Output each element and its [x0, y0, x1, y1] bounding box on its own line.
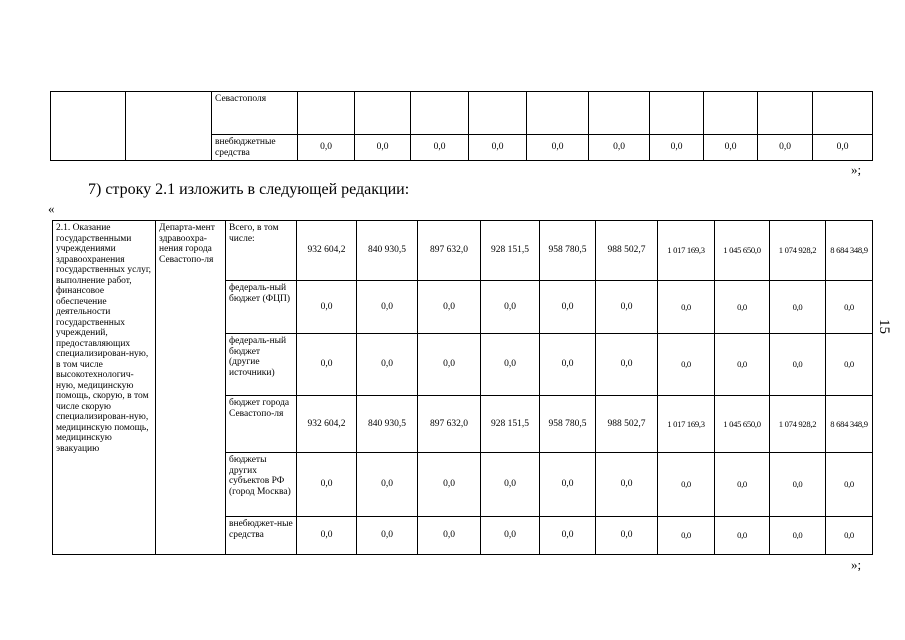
value-cell: 0,0: [481, 334, 540, 396]
value-cell: 0,0: [418, 334, 481, 396]
value-cell: 840 930,5: [357, 221, 418, 281]
value-cell: 0,0: [469, 135, 527, 161]
funding-source-label: бюджеты других субъектов РФ (город Москва): [226, 453, 297, 517]
item-description: 2.1. Оказание государственными учреждениями здравоохранения государственных услуг, выполнение работ, финансовое обеспечение деятельности государственных учреждений, предоставляющих специализирован-ную, в том числе высокотехнологич-ную, медицинскую помощь, скорую, в том числе скорую специализирован-ную, медицинскую помощь, медицинскую эвакуацию: [53, 221, 156, 555]
program-table: [52, 220, 873, 555]
funding-source-label: Всего, в том числе:: [226, 221, 297, 281]
empty-cell: [355, 92, 411, 135]
value-cell: 0,0: [357, 517, 418, 555]
value-cell: 0,0: [704, 135, 758, 161]
value-cell: 0,0: [357, 281, 418, 334]
value-cell: 932 604,2: [297, 221, 357, 281]
value-cell: 932 604,2: [297, 396, 357, 453]
value-cell: 1 074 928,2: [770, 221, 826, 281]
value-cell: 0,0: [770, 281, 826, 334]
value-cell: 0,0: [481, 281, 540, 334]
value-cell: 988 502,7: [596, 221, 658, 281]
value-cell: 0,0: [715, 453, 770, 517]
executor-cell: Департа-мент здравоохра-нения города Севастопо-ля: [156, 221, 226, 555]
value-cell: 0,0: [826, 453, 873, 517]
value-cell: 0,0: [540, 453, 596, 517]
value-cell: 0,0: [758, 135, 813, 161]
funding-source-label: бюджет города Севастопо-ля: [226, 396, 297, 453]
value-cell: 840 930,5: [357, 396, 418, 453]
empty-cell: [650, 92, 704, 135]
value-cell: 958 780,5: [540, 221, 596, 281]
value-cell: 0,0: [540, 334, 596, 396]
value-cell: 0,0: [596, 517, 658, 555]
value-cell: 0,0: [826, 281, 873, 334]
value-cell: 0,0: [297, 453, 357, 517]
row-label: Севастополя: [212, 92, 298, 135]
value-cell: 988 502,7: [596, 396, 658, 453]
value-cell: 0,0: [596, 453, 658, 517]
amendment-instruction: 7) строку 2.1 изложить в следующей редакции:: [88, 181, 410, 198]
value-cell: 0,0: [481, 517, 540, 555]
value-cell: 0,0: [540, 281, 596, 334]
empty-cell: [411, 92, 469, 135]
value-cell: 0,0: [770, 453, 826, 517]
empty-cell: [51, 92, 126, 161]
empty-cell: [527, 92, 589, 135]
value-cell: 0,0: [540, 517, 596, 555]
funding-source-label: внебюджет-ные средства: [226, 517, 297, 555]
funding-source-label: федераль-ный бюджет (другие источники): [226, 334, 297, 396]
row-label: внебюджетные средства: [212, 135, 298, 161]
value-cell: 0,0: [357, 334, 418, 396]
value-cell: 928 151,5: [481, 396, 540, 453]
value-cell: 0,0: [418, 517, 481, 555]
closing-quote: »;: [851, 162, 862, 177]
value-cell: 0,0: [481, 453, 540, 517]
opening-quote: «: [48, 201, 55, 216]
value-cell: 1 017 169,3: [658, 221, 715, 281]
value-cell: 8 684 348,9: [826, 396, 873, 453]
empty-cell: [298, 92, 355, 135]
value-cell: 0,0: [418, 453, 481, 517]
value-cell: 0,0: [658, 453, 715, 517]
value-cell: 0,0: [596, 281, 658, 334]
value-cell: 0,0: [715, 334, 770, 396]
value-cell: 897 632,0: [418, 396, 481, 453]
empty-cell: [126, 92, 212, 161]
value-cell: 0,0: [297, 517, 357, 555]
value-cell: 0,0: [826, 517, 873, 555]
value-cell: 0,0: [589, 135, 650, 161]
value-cell: 0,0: [297, 334, 357, 396]
page-number: 15: [876, 319, 892, 334]
value-cell: 1 045 650,0: [715, 396, 770, 453]
value-cell: 0,0: [770, 517, 826, 555]
value-cell: 0,0: [527, 135, 589, 161]
previous-table-fragment: [50, 91, 873, 161]
value-cell: 0,0: [411, 135, 469, 161]
value-cell: 1 045 650,0: [715, 221, 770, 281]
empty-cell: [589, 92, 650, 135]
value-cell: 0,0: [596, 334, 658, 396]
empty-cell: [758, 92, 813, 135]
value-cell: 0,0: [658, 517, 715, 555]
value-cell: 0,0: [715, 517, 770, 555]
empty-cell: [813, 92, 873, 135]
value-cell: 8 684 348,9: [826, 221, 873, 281]
value-cell: 0,0: [297, 281, 357, 334]
value-cell: 958 780,5: [540, 396, 596, 453]
value-cell: 0,0: [298, 135, 355, 161]
value-cell: 0,0: [357, 453, 418, 517]
value-cell: 0,0: [770, 334, 826, 396]
value-cell: 0,0: [813, 135, 873, 161]
value-cell: 0,0: [355, 135, 411, 161]
value-cell: 0,0: [658, 281, 715, 334]
table-row: [53, 221, 873, 281]
empty-cell: [469, 92, 527, 135]
value-cell: 897 632,0: [418, 221, 481, 281]
value-cell: 1 017 169,3: [658, 396, 715, 453]
funding-source-label: федераль-ный бюджет (ФЦП): [226, 281, 297, 334]
value-cell: 0,0: [650, 135, 704, 161]
empty-cell: [704, 92, 758, 135]
value-cell: 928 151,5: [481, 221, 540, 281]
value-cell: 0,0: [418, 281, 481, 334]
value-cell: 0,0: [658, 334, 715, 396]
value-cell: 0,0: [826, 334, 873, 396]
value-cell: 0,0: [715, 281, 770, 334]
closing-quote-2: »;: [851, 557, 862, 572]
value-cell: 1 074 928,2: [770, 396, 826, 453]
